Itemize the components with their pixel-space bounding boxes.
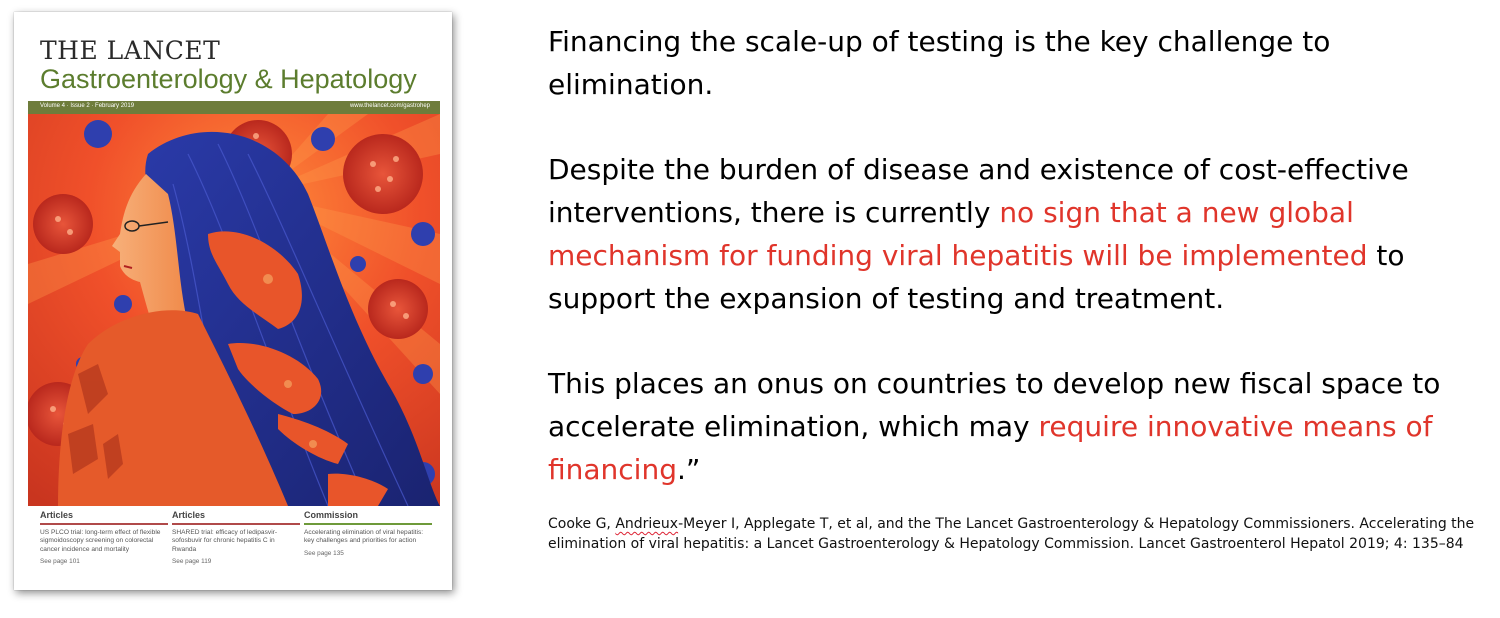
paragraph-text: to support the expansion of testing and treatment. (548, 239, 1405, 315)
cover-page-ref: See page 135 (304, 549, 344, 557)
cover-issue-strip (28, 101, 440, 114)
paragraph-burden (548, 148, 1478, 320)
highlighted-text: no sign that a new global mechanism for funding viral hepatitis will be implemented (548, 196, 1368, 272)
cover-article-text: SHARED trial: efficacy of ledipasvir-sofosbuvir for chronic hepatitis C in Rwanda (172, 529, 278, 553)
cover-section-label: Commission (304, 510, 359, 520)
cover-contents-col-1 (40, 510, 168, 565)
paragraph-financing (548, 20, 1478, 106)
cover-section-label: Articles (172, 510, 206, 520)
citation-text: -Meyer I, Applegate T, et al, and the The Lancet Gastroenterology & Hepatology Commissioners. Accelerating the elimination of viral hepatitis: a Lancet Gastroenterology & Hepatology Commission. Lancet Gastroenterol Hepatol 2019; 4: 135–84 (548, 516, 1475, 552)
paragraph-text: Despite the burden of disease and existence of cost-effective interventions, there is currently (548, 153, 1409, 229)
cover-journal-title: Gastroenterology & Hepatology (40, 64, 417, 94)
cover-contents-col-3 (304, 510, 432, 557)
cover-page-ref: See page 119 (172, 558, 212, 566)
paragraph-text: .” (676, 453, 701, 486)
section-rule (40, 523, 168, 525)
cover-article-text: Accelerating elimination of viral hepatitis: key challenges and priorities for action (304, 529, 424, 545)
citation-text: Cooke G, (548, 516, 616, 532)
cover-contents-col-2 (172, 510, 300, 565)
cover-page-ref: See page 101 (40, 558, 80, 566)
citation (548, 514, 1478, 554)
cover-article-text: US PLCO trial: long-term effect of flexible sigmoidoscopy screening on colorectal cancer incidence and mortality (40, 529, 161, 553)
highlighted-text: require innovative means of financing (548, 410, 1433, 486)
paragraph-text: Financing the scale-up of testing is the key challenge to elimination. (548, 25, 1331, 101)
cover-illustration (28, 114, 440, 506)
journal-cover (14, 12, 452, 590)
cover-contents (28, 510, 440, 584)
citation-spellcheck-word: Andrieux (615, 516, 679, 532)
section-rule (304, 523, 432, 525)
paragraph-onus (548, 362, 1478, 491)
cover-url: www.thelancet.com/gastrohep (349, 103, 430, 109)
cover-issue: Volume 4 · Issue 2 · February 2019 (40, 103, 135, 109)
cover-brand: THE LANCET (40, 36, 221, 65)
paragraph-text: This places an onus on countries to develop new fiscal space to accelerate elimination, which may (548, 367, 1441, 443)
section-rule (172, 523, 300, 525)
cover-section-label: Articles (40, 510, 74, 520)
